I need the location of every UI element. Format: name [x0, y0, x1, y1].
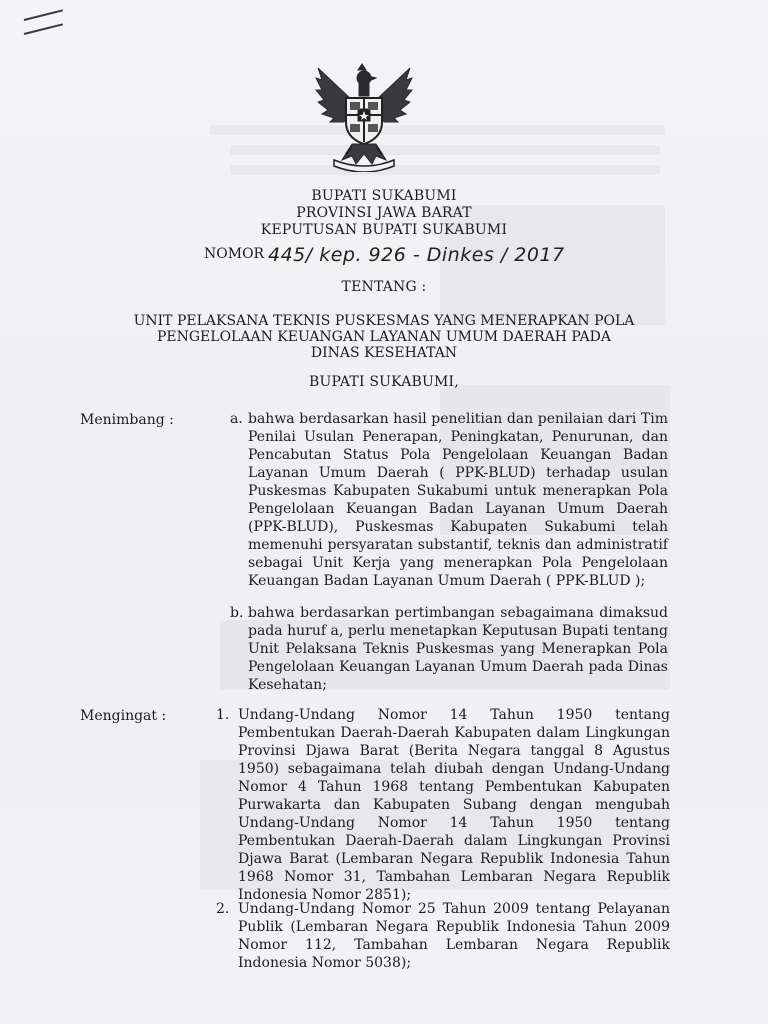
- bleed-through: [230, 165, 660, 175]
- issuer-line: BUPATI SUKABUMI,: [309, 374, 459, 390]
- item-marker: a.: [230, 411, 243, 427]
- title-line-2: PENGELOLAAN KEUANGAN LAYANAN UMUM DAERAH PADA: [156, 329, 611, 345]
- menimbang-label: Menimbang :: [80, 412, 174, 428]
- header-line-2: PROVINSI JAWA BARAT: [296, 205, 472, 221]
- title-line-1: UNIT PELAKSANA TEKNIS PUSKESMAS YANG MENERAPKAN POLA: [133, 313, 635, 329]
- nomor-label: NOMOR: [204, 246, 265, 262]
- menimbang-item-b: [230, 604, 668, 694]
- header-line-3: KEPUTUSAN BUPATI SUKABUMI: [260, 222, 508, 238]
- item-text: Undang-Undang Nomor 14 Tahun 1950 tentang Pembentukan Daerah-Daerah Kabupaten dalam Lingkungan Provinsi Djawa Barat (Berita Negara tanggal 8 Agustus 1950) sebagaimana telah diubah dengan Undang-Undang Nomor 4 Tahun 1968 tentang Pembentukan Kabupaten Purwakarta dan Kabupaten Subang dengan mengubah Undang-Undang Nomor 14 Tahun 1950 tentang Pembentukan Daerah-Daerah dalam Lingkungan Provinsi Djawa Barat (Lembaran Negara Republik Indonesia Tahun 1968 Nomor 31, Tambahan Lembaran Negara Republik Indonesia Nomor 2851);: [238, 707, 670, 903]
- bleed-through: [210, 125, 665, 135]
- pen-mark: [24, 9, 63, 21]
- item-text: bahwa berdasarkan hasil penelitian dan penilaian dari Tim Penilai Usulan Penerapan, Peningkatan, Penurunan, dan Pencabutan Status Pola Pengelolaan Keuangan Badan Layanan Umum Daerah ( PPK-BLUD) terhadap usulan Puskesmas Kabupaten Sukabumi untuk menerapkan Pola Pengelolaan Keuangan Badan Layanan Umum Daerah (PPK-BLUD), Puskesmas Kabupaten Sukabumi telah memenuhi persyaratan substantif, teknis dan administratif sebagai Unit Kerja yang menerapkan Pola Pengelolaan Keuangan Badan Layanan Umum Daerah ( PPK-BLUD );: [248, 411, 668, 589]
- menimbang-item-a: [230, 410, 668, 590]
- item-marker: b.: [230, 605, 244, 621]
- mengingat-item-2: [216, 900, 670, 972]
- title-line-3: DINAS KESEHATAN: [310, 345, 458, 361]
- item-text: Undang-Undang Nomor 25 Tahun 2009 tentang Pelayanan Publik (Lembaran Negara Republik Indonesia Tahun 2009 Nomor 112, Tambahan Lembaran Negara Republik Indonesia Nomor 5038);: [238, 901, 670, 971]
- tentang-heading: TENTANG :: [341, 279, 427, 295]
- bleed-through: [230, 145, 660, 155]
- header-line-1: BUPATI SUKABUMI: [311, 188, 457, 204]
- nomor-handwritten-value: 445/ kep. 926 - Dinkes / 2017: [268, 244, 565, 266]
- garuda-emblem-icon: [312, 60, 416, 172]
- mengingat-label: Mengingat :: [80, 708, 167, 724]
- item-marker: 1.: [216, 707, 230, 723]
- mengingat-item-1: [216, 706, 670, 904]
- item-text: bahwa berdasarkan pertimbangan sebagaimana dimaksud pada huruf a, perlu menetapkan Keputusan Bupati tentang Unit Pelaksana Teknis Puskesmas yang Menerapkan Pola Pengelolaan Keuangan Layanan Umum Daerah pada Dinas Kesehatan;: [248, 605, 668, 693]
- item-marker: 2.: [216, 901, 230, 917]
- pen-mark: [24, 23, 63, 35]
